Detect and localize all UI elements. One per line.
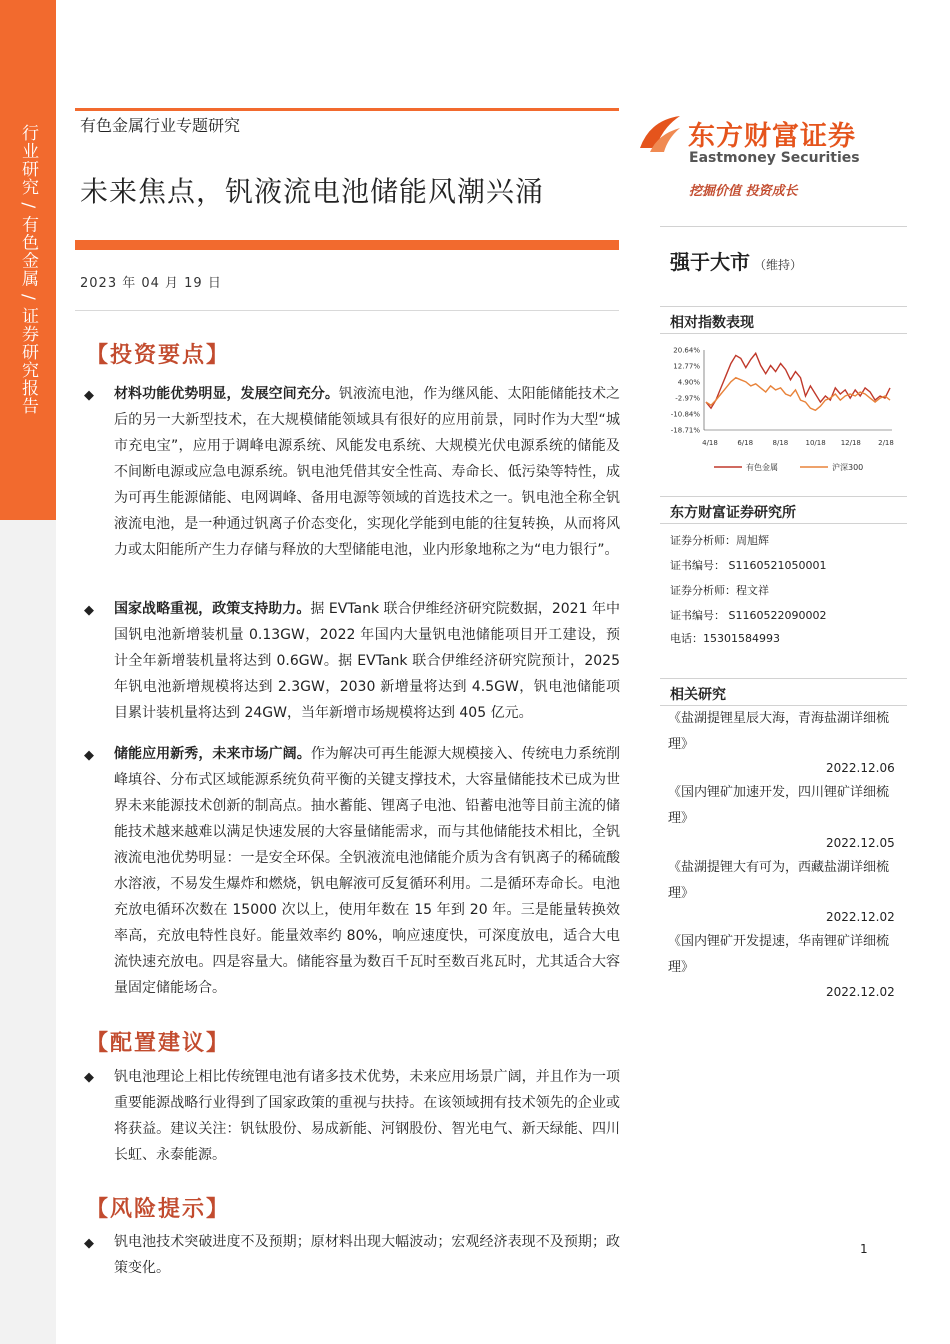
page-title: 未来焦点，钒液流电池储能风潮兴涌 — [80, 175, 545, 208]
related-report-link[interactable]: 《盐湖提锂星辰大海，青海盐湖详细梳理》 — [668, 711, 890, 752]
related-report-link[interactable]: 《国内锂矿开发提速，华南锂矿详细梳理》 — [668, 934, 890, 975]
bullet-icon: ◆ — [84, 1236, 94, 1251]
y-tick-label: -10.84% — [670, 410, 700, 419]
section-heading-points: 【投资要点】 — [86, 343, 231, 368]
analyst-line: 证书编号： S1160522090002 — [670, 609, 827, 622]
rating-status: （维持） — [754, 258, 803, 272]
title-bar — [75, 240, 619, 250]
risk-text: 钒电池技术突破进度不及预期；原材料出现大幅波动；宏观经济表现不及预期；政策变化。 — [114, 1234, 620, 1276]
institute-name: 东方财富证券研究所 — [670, 505, 796, 521]
divider — [660, 678, 907, 679]
divider — [660, 523, 907, 524]
bullet-icon: ◆ — [84, 388, 94, 403]
related-report-date: 2022.12.02 — [826, 910, 895, 924]
series-line-2 — [706, 378, 890, 411]
chart-heading: 相对指数表现 — [670, 315, 754, 331]
y-tick-label: -2.97% — [675, 394, 700, 403]
analyst-line: 证书编号： S1160521050001 — [670, 559, 827, 572]
analyst-line: 证券分析师：程文祥 — [670, 584, 769, 597]
point-1-lead: 材料功能优势明显，发展空间充分。 — [114, 386, 339, 402]
brand-logo-icon — [636, 112, 686, 156]
point-2 — [114, 596, 620, 726]
x-tick-label: 12/18 — [840, 439, 861, 447]
y-tick-label: 12.77% — [673, 362, 700, 371]
analyst-line: 证券分析师：周旭辉 — [670, 534, 769, 547]
y-tick-label: 4.90% — [677, 378, 700, 387]
divider — [660, 496, 907, 497]
legend-label: 沪深300 — [832, 463, 864, 472]
related-report-link[interactable]: 《国内锂矿加速开发，四川锂矿详细梳理》 — [668, 785, 890, 826]
bullet-icon: ◆ — [84, 1070, 94, 1085]
x-tick-label: 8/18 — [772, 439, 789, 447]
section-heading-config: 【配置建议】 — [86, 1031, 231, 1056]
related-report-link[interactable]: 《盐湖提锂大有可为，西藏盐湖详细梳理》 — [668, 860, 890, 901]
series-line-1 — [706, 353, 890, 408]
y-tick-label: -18.71% — [670, 426, 700, 435]
bullet-icon: ◆ — [84, 603, 94, 618]
related-heading: 相关研究 — [670, 687, 726, 703]
point-2-lead: 国家战略重视，政策支持助力。 — [114, 601, 311, 617]
x-tick-label: 2/18 — [878, 439, 894, 447]
related-report-date: 2022.12.06 — [826, 761, 895, 775]
x-tick-label: 10/18 — [805, 439, 826, 447]
report-date: 2023 年 04 月 19 日 — [80, 276, 222, 291]
bullet-icon: ◆ — [84, 748, 94, 763]
brand-name-en: Eastmoney Securities — [689, 150, 860, 166]
related-report-date: 2022.12.02 — [826, 985, 895, 999]
rating-label: 强于大市 — [670, 250, 750, 274]
point-1 — [114, 381, 620, 563]
report-category: 有色金属行业专题研究 — [80, 116, 241, 135]
relative-index-chart — [660, 340, 907, 480]
y-tick-label: 20.64% — [673, 346, 700, 355]
header-rule — [75, 108, 619, 111]
section-heading-risk: 【风险提示】 — [86, 1197, 231, 1222]
point-1-text: 钒液流电池，作为继风能、太阳能储能技术之后的另一大新型技术，在大规模储能领域具有很好的应用前景，同时作为大型“城市充电宝”，应用于调峰电源系统、风能发电系统、大规模光伏电源系统的储能及不间断电源或应急电源系统。钒电池凭借其安全性高、寿命长、低污染等特性，成为可再生能源储能、电网调峰、备用电源等领域的首选技术之一。钒电池全称全钒液流电池，是一种通过钒离子价态变化，实现化学能到电能的往复转换，从而将风力或太阳能所产生力存储与释放的大型储能电池，业内形象地称之为“电力银行”。 — [114, 386, 621, 558]
x-tick-label: 4/18 — [702, 439, 718, 447]
brand-slogan: 挖掘价值 投资成长 — [689, 184, 798, 199]
x-tick-label: 6/18 — [737, 439, 754, 447]
point-3-lead: 储能应用新秀，未来市场广阔。 — [114, 746, 311, 762]
divider — [660, 226, 907, 227]
sidebar-label: 行业研究 / 有色金属 / 证券研究报告 — [18, 124, 38, 416]
page-number: 1 — [860, 1242, 868, 1256]
legend-label: 有色金属 — [746, 463, 778, 472]
analyst-line: 电话：15301584993 — [670, 632, 780, 645]
brand-name: 东方财富证券 — [688, 121, 856, 152]
point-2-text: 据 EVTank 联合伊维经济研究院数据，2021 年中国钒电池新增装机量 0.13GW，2022 年国内大量钒电池储能项目开工建设，预计全年新增装机量将达到 0.6GW。据 EVTank 联合伊维经济研究院预计，2025 年钒电池新增规模将达到 2.3GW，2030 新增量将达到 4.5GW，钒电池储能项目累计装机量将达到 24GW，当年新增市场规模将达到 405 亿元。 — [114, 601, 620, 721]
point-3-text: 作为解决可再生能源大规模接入、传统电力系统削峰填谷、分布式区域能源系统负荷平衡的关键支撑技术，大容量储能技术已成为世界未来能源技术创新的制高点。抽水蓄能、锂离子电池、铅蓄电池等目前主流的储能技术越来越难以满足快速发展的大容量储能需求，而与其他储能技术相比，全钒液流电池优势明显：一是安全环保。全钒液流电池储能介质为含有钒离子的稀硫酸水溶液，不易发生爆炸和燃烧，钒电解液可反复循环利用。二是循环寿命长。电池充放电循环次数在 15000 次以上，使用年数在 15 年到 20 年。三是能量转换效率高，充放电特性良好。能量效率约 80%，响应速度快，可深度放电，适合大电流快速充放电。四是容量大。储能容量为数百千瓦时至数百兆瓦时，尤其适合大容量固定储能场合。 — [114, 746, 621, 996]
divider — [660, 333, 907, 334]
related-report-date: 2022.12.05 — [826, 836, 895, 850]
divider — [660, 306, 907, 307]
rating — [670, 246, 802, 275]
config-text: 钒电池理论上相比传统锂电池有诸多技术优势，未来应用场景广阔，并且作为一项重要能源战略行业得到了国家政策的重视与扶持。在该领域拥有技术领先的企业或将获益。建议关注：钒钛股份、易成新能、河钢股份、智光电气、新天绿能、四川长虹、永泰能源。 — [114, 1069, 620, 1163]
date-divider — [75, 310, 619, 311]
point-3 — [114, 741, 620, 1001]
